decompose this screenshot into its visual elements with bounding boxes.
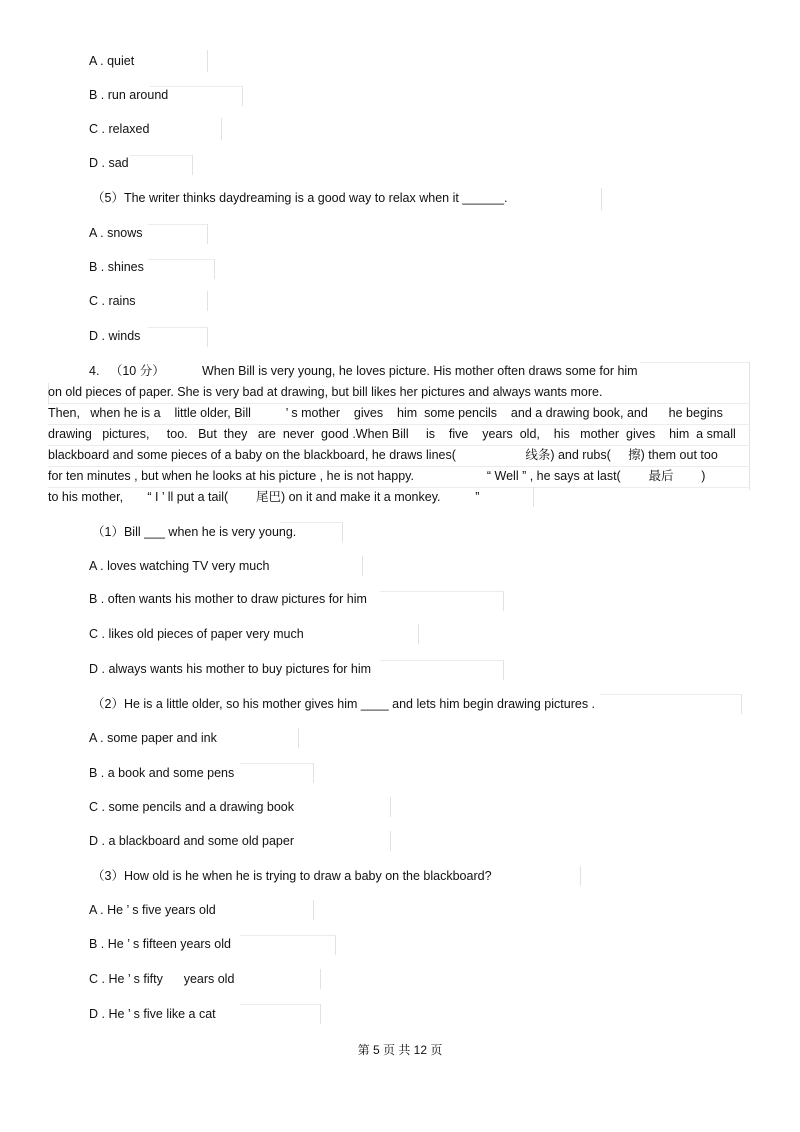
passage-line: on old pieces of paper. She is very bad at drawing, but bill likes her pictures and always wants more. [48,385,603,399]
field-border [313,763,314,783]
field-border [207,291,208,311]
passage-line: blackboard and some pieces of a baby on the blackboard, he draws lines( 线条) and rubs( 擦) them out too [48,448,718,462]
field-border [148,259,214,260]
field-border [214,259,215,279]
field-border [362,556,363,576]
option-d: D . always wants his mother to buy pictures for him [89,662,372,676]
option-a: A . He ’ s five years old [89,903,216,917]
option-b: B . He ’ s fifteen years old [89,937,231,951]
option-d: D . sad [89,156,129,170]
field-border [600,694,742,695]
field-border [240,763,313,764]
field-border [240,1004,320,1005]
option-b: B . a book and some pens [89,766,235,780]
option-d: D . a blackboard and some old paper [89,834,294,848]
passage-line: for ten minutes , but when he looks at his picture , he is not happy. “ Well ” , he says at last( 最后 ) [48,469,706,483]
option-b: B . often wants his mother to draw pictures for him [89,592,367,606]
field-border [207,327,208,347]
field-border [503,591,504,611]
field-border [221,118,222,140]
field-border [503,660,504,680]
passage-line: When Bill is very young, he loves picture. His mother often draws some for him [202,364,638,378]
field-border [148,327,207,328]
field-border [418,624,419,644]
option-c: C . relaxed [89,122,150,136]
field-border [320,969,321,989]
option-c: C . some pencils and a drawing book [89,800,294,814]
field-border [130,155,192,156]
field-border [48,487,750,488]
question-4-heading: 4. （10 分） [89,364,165,378]
option-d: D . winds [89,329,141,343]
field-border [380,591,503,592]
field-border [298,728,299,748]
field-border [601,188,602,210]
field-border [380,660,503,661]
field-border [533,487,534,507]
option-a: A . snows [89,226,143,240]
passage-line: drawing pictures, too. But they are never good .When Bill is five years old, his mother gives him a small [48,427,736,441]
sub-question-3-stem: （3）How old is he when he is trying to draw a baby on the blackboard? [92,869,492,883]
field-border [207,224,208,244]
field-border [48,403,750,404]
sub-question-1-stem: （1）Bill ___ when he is very young. [92,525,297,539]
option-a: A . quiet [89,54,135,68]
option-b: B . run around [89,88,169,102]
passage-line: Then, when he is a little older, Bill ’ s mother gives him some pencils and a drawing book, and he begins [48,406,723,420]
sub-question-2-stem: （2）He is a little older, so his mother gives him ____ and lets him begin drawing pictures . [92,697,596,711]
field-border [207,50,208,72]
passage-line: to his mother, “ I ’ ll put a tail( 尾巴) on it and make it a monkey. ” [48,490,480,504]
field-border [580,866,581,886]
field-border [242,86,243,106]
question-5-stem: （5）The writer thinks daydreaming is a good way to relax when it ______. [92,191,508,205]
option-c: C . rains [89,294,136,308]
field-border [192,155,193,175]
field-border [240,935,335,936]
option-d: D . He ’ s five like a cat [89,1007,216,1021]
page-number: 第 5 页 共 12 页 [357,1043,443,1057]
option-b: B . shines [89,260,144,274]
field-border [313,900,314,920]
field-border [640,362,750,363]
field-border [342,522,343,542]
field-border [148,224,207,225]
field-border [48,424,750,425]
field-border [335,935,336,955]
option-a: A . some paper and ink [89,731,217,745]
field-border [150,86,242,87]
field-border [280,522,342,523]
field-border [320,1004,321,1024]
field-border [48,445,750,446]
field-border [741,694,742,714]
field-border [390,831,391,851]
option-c: C . He ’ s fifty years old [89,972,235,986]
option-c: C . likes old pieces of paper very much [89,627,304,641]
field-border [48,466,750,467]
option-a: A . loves watching TV very much [89,559,270,573]
field-border [390,797,391,817]
